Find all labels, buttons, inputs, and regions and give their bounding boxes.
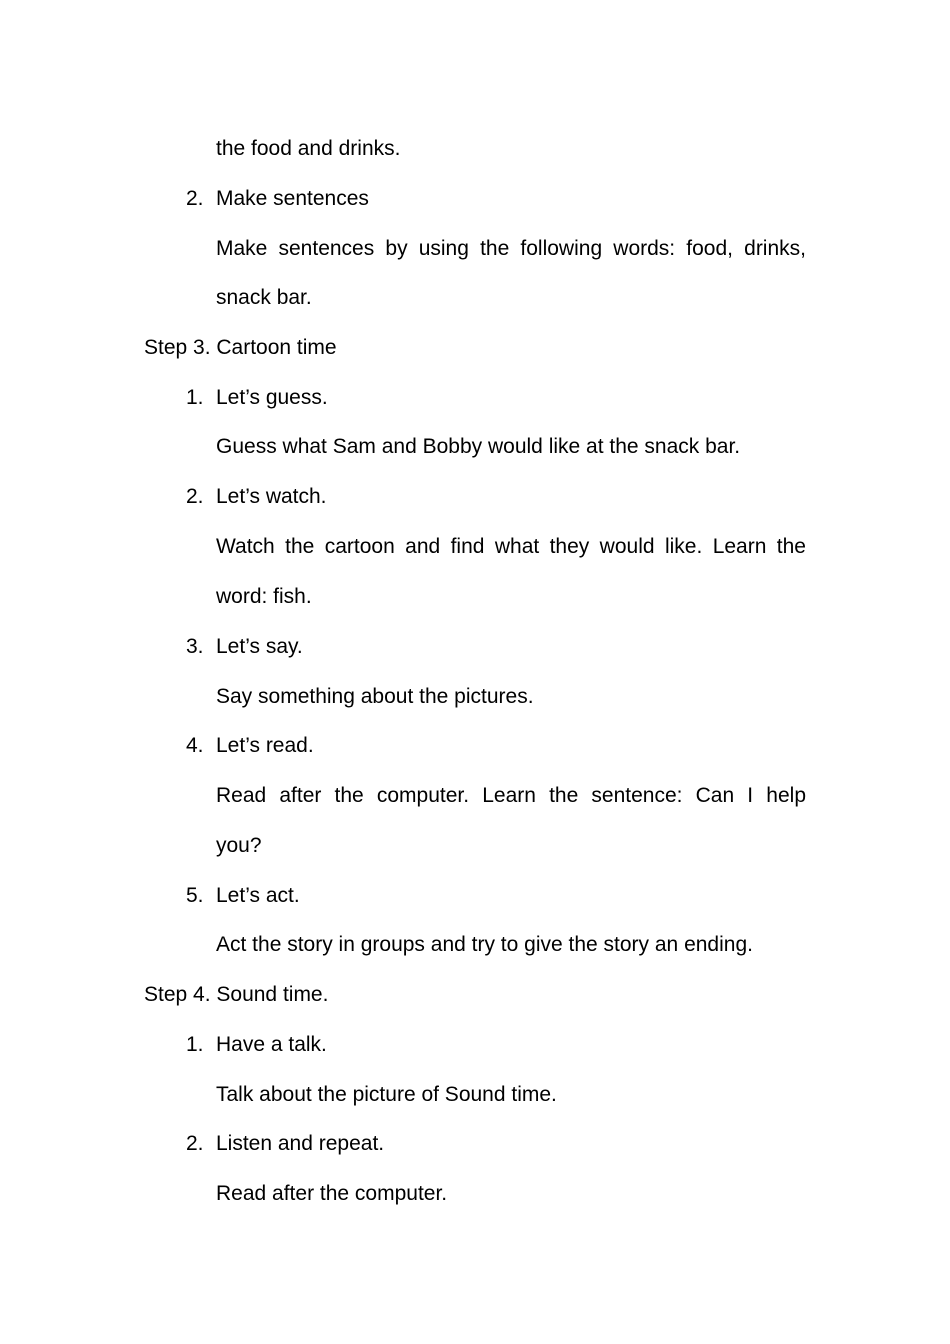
list-item-title: Let’s read. [216, 734, 314, 757]
list-item-body: word: fish. [216, 585, 312, 608]
list-item-title: Let’s say. [216, 635, 303, 658]
list-item-number: 1. [186, 1033, 204, 1056]
list-item-body: Read after the computer. Learn the sentence: Can I help [216, 784, 806, 807]
list-item-body: Make sentences by using the following words: food, drinks, [216, 237, 806, 260]
list-item-title: Have a talk. [216, 1033, 327, 1056]
list-item-title: Let’s guess. [216, 386, 328, 409]
step-heading: Step 3. Cartoon time [144, 336, 337, 359]
list-item-number: 5. [186, 884, 204, 907]
list-item-body: Guess what Sam and Bobby would like at the snack bar. [216, 435, 741, 458]
list-item-body: Talk about the picture of Sound time. [216, 1083, 557, 1106]
list-item-title: Let’s watch. [216, 485, 327, 508]
list-item-number: 2. [186, 187, 204, 210]
list-item-title: Let’s act. [216, 884, 300, 907]
list-item-number: 1. [186, 386, 204, 409]
list-item-title: Make sentences [216, 187, 369, 210]
list-item-number: 3. [186, 635, 204, 658]
continuation-text: the food and drinks. [216, 137, 401, 160]
list-item-body: Watch the cartoon and find what they would like. Learn the [216, 535, 806, 558]
step-heading: Step 4. Sound time. [144, 983, 329, 1006]
list-item-body: Say something about the pictures. [216, 685, 534, 708]
list-item-title: Listen and repeat. [216, 1132, 385, 1155]
list-item-number: 4. [186, 734, 204, 757]
list-item-body: Act the story in groups and try to give the story an ending. [216, 933, 753, 956]
list-item-number: 2. [186, 485, 204, 508]
list-item-number: 2. [186, 1132, 204, 1155]
list-item-body: you? [216, 834, 262, 857]
list-item-body: Read after the computer. [216, 1182, 448, 1205]
list-item-body: snack bar. [216, 286, 312, 309]
